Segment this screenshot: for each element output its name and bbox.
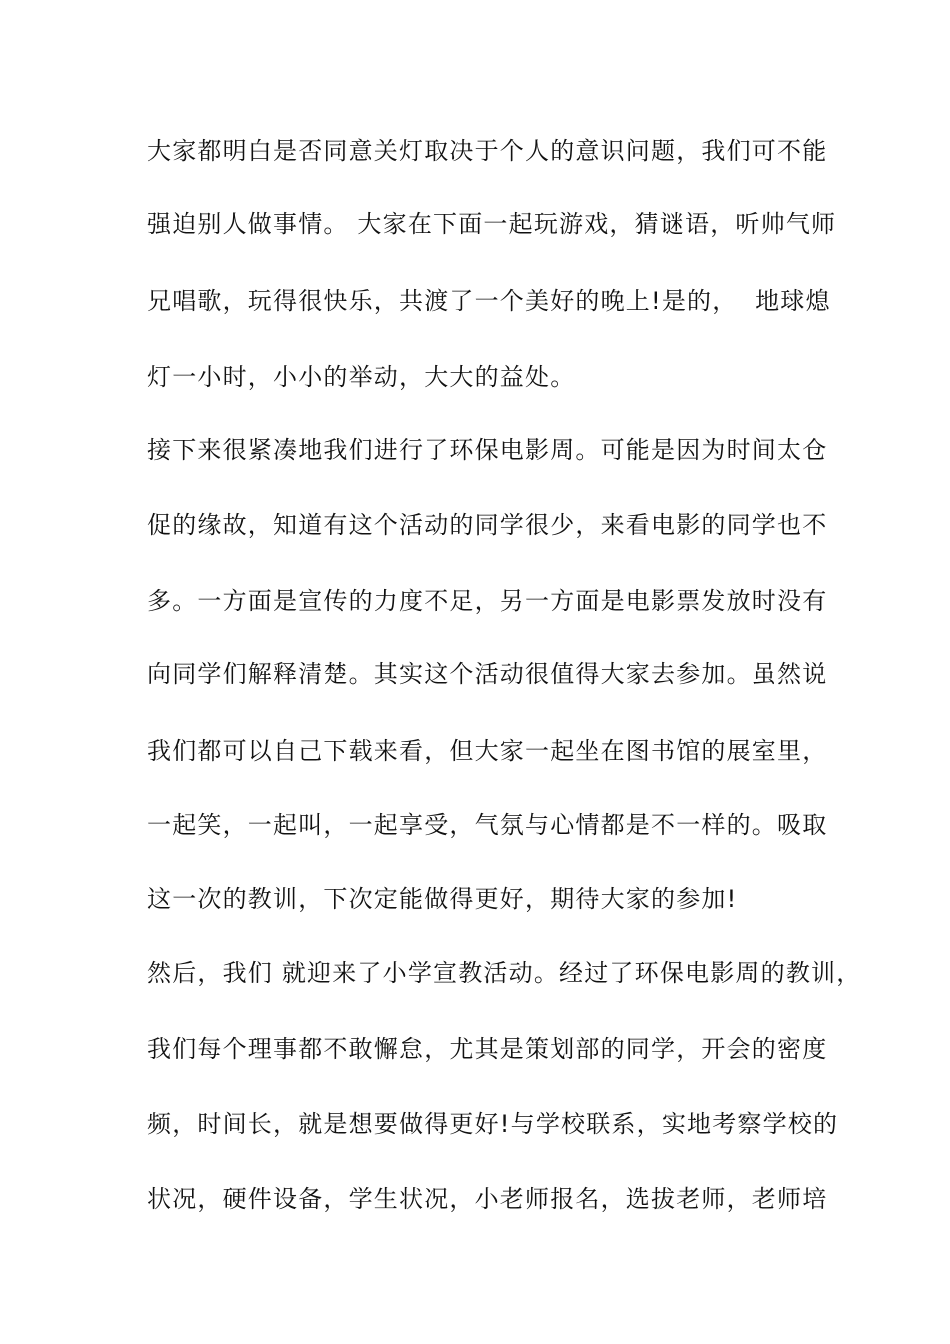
text-line-13: 我们每个理事都不敢懈怠，尤其是策划部的同学，开会的密度 <box>147 1035 828 1063</box>
text-line-10: 一起笑，一起叫，一起享受，气氛与心情都是不一样的。吸取 <box>147 811 828 839</box>
text-line-14: 频，时间长，就是想要做得更好!与学校联系，实地考察学校的 <box>147 1110 839 1138</box>
text-line-11: 这一次的教训，下次定能做得更好，期待大家的参加! <box>147 885 738 913</box>
text-line-4: 灯一小时，小小的举动，大大的益处。 <box>147 363 576 391</box>
text-line-15: 状况，硬件设备，学生状况，小老师报名，选拔老师，老师培 <box>147 1185 828 1213</box>
text-line-1: 大家都明白是否同意关灯取决于个人的意识问题，我们可不能 <box>147 137 828 165</box>
text-line-8: 向同学们解释清楚。其实这个活动很值得大家去参加。虽然说 <box>147 660 828 688</box>
text-line-9: 我们都可以自己下载来看，但大家一起坐在图书馆的展室里， <box>147 737 828 765</box>
text-line-12: 然后，我们 就迎来了小学宣教活动。经过了环保电影周的教训， <box>147 959 862 987</box>
text-line-5: 接下来很紧凑地我们进行了环保电影周。可能是因为时间太仓 <box>147 436 828 464</box>
text-line-6: 促的缘故，知道有这个活动的同学很少，来看电影的同学也不 <box>147 511 828 539</box>
text-line-7: 多。一方面是宣传的力度不足，另一方面是电影票发放时没有 <box>147 587 828 615</box>
text-line-3: 兄唱歌，玩得很快乐，共渡了一个美好的晚上!是的， 地球熄 <box>147 287 831 315</box>
text-line-2: 强迫别人做事情。 大家在下面一起玩游戏，猜谜语，听帅气师 <box>147 210 837 238</box>
